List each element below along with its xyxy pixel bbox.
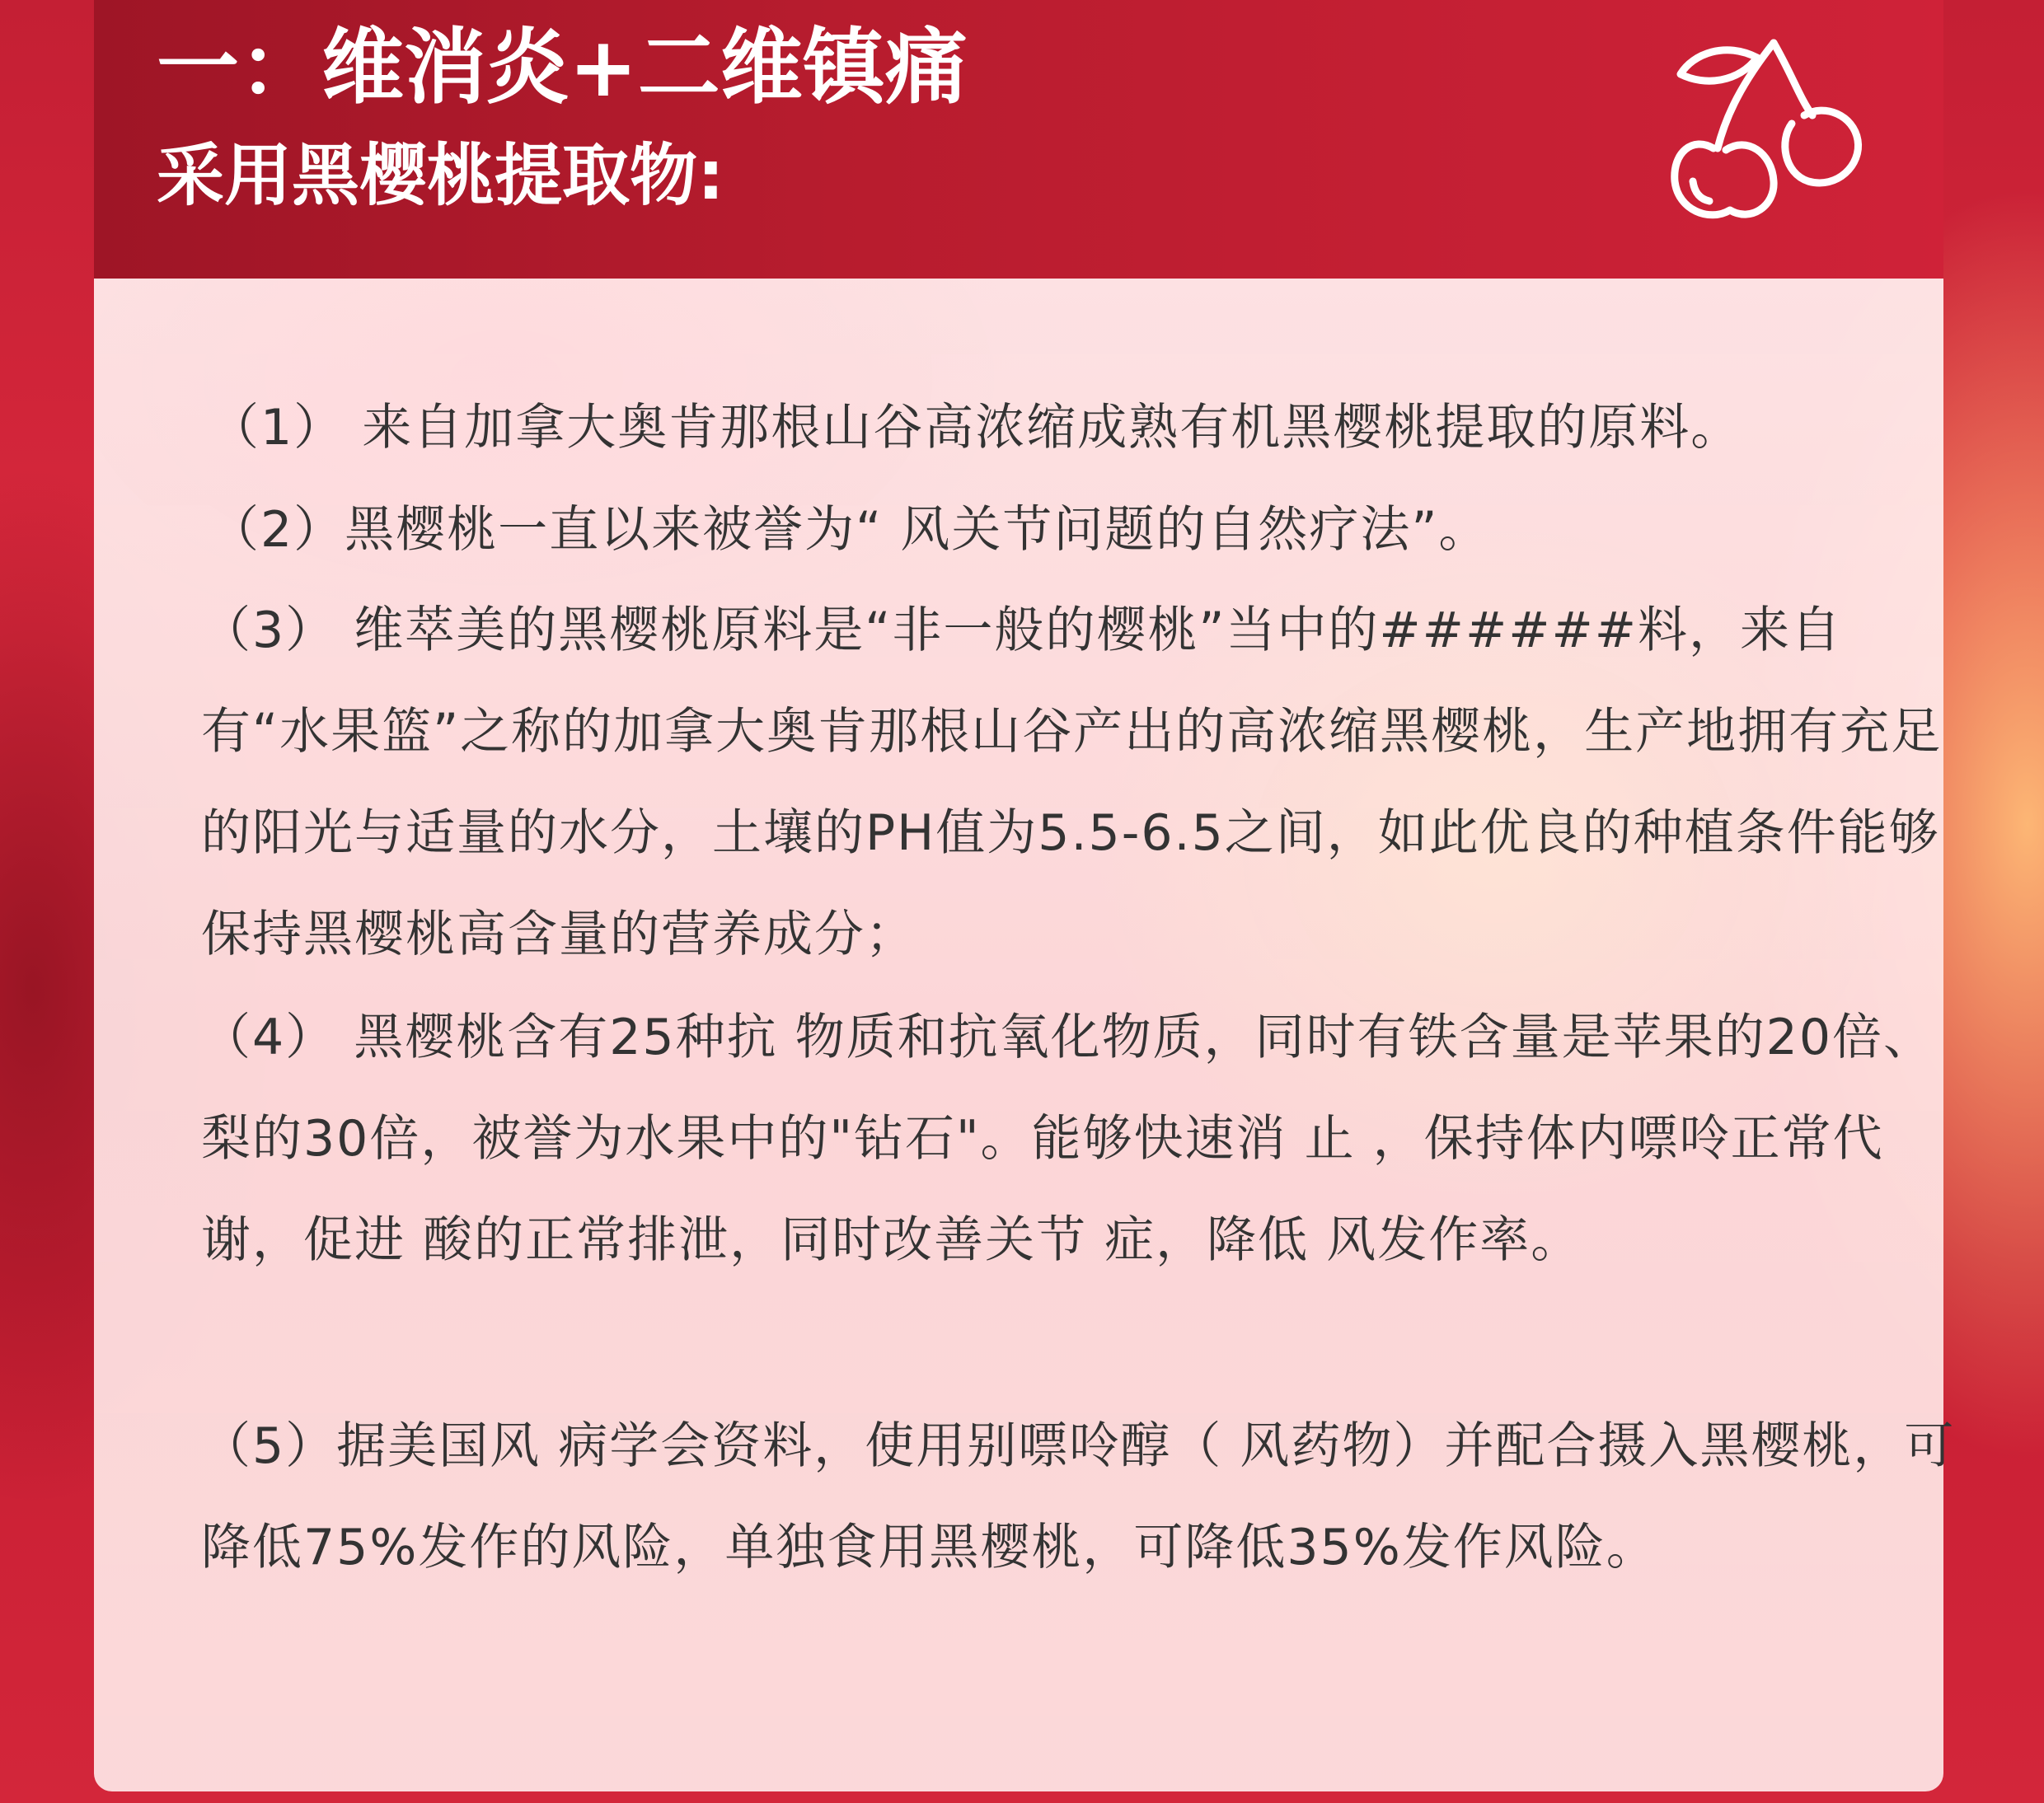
- paragraph-2: （2）黑樱桃一直以来被誉为“ 风关节问题的自然疗法”。: [209, 501, 1490, 559]
- page-subtitle: 采用黑樱桃提取物:: [157, 137, 724, 215]
- paragraph-5: （5）据美国风 病学会资料，使用别嘌呤醇（ 风药物）并配合摄入黑樱桃，可降低75%发作的风险，单独食用黑樱桃，可降低35%发作风险。: [201, 1417, 1956, 1576]
- page-title: 一：维消炎+二维镇痛: [157, 19, 968, 115]
- paragraph-4: （4） 黑樱桃含有25种抗 物质和抗氧化物质，同时有铁含量是苹果的20倍、梨的30倍，被誉为水果中的"钻石"。能够快速消 止 ，保持体内嘌呤正常代谢，促进 酸的正常排泄，同时改善关节 症，降低 风发作率。: [201, 1009, 1935, 1269]
- cherry-icon: [1668, 25, 1874, 231]
- paragraph-1: （1） 来自加拿大奥肯那根山谷高浓缩成熟有机黑樱桃提取的原料。: [209, 399, 1742, 457]
- header-banner: [94, 0, 1943, 279]
- content-panel: [94, 279, 1956, 1791]
- paragraph-3: （3） 维萃美的黑樱桃原料是“非一般的樱桃”当中的######料，来自有“水果篮”之称的加拿大奥肯那根山谷产出的高浓缩黑樱桃，生产地拥有充足的阳光与适量的水分，土壤的PH值为5.5-6.5之间，如此优良的种植条件能够保持黑樱桃高含量的营养成分；: [201, 602, 1943, 963]
